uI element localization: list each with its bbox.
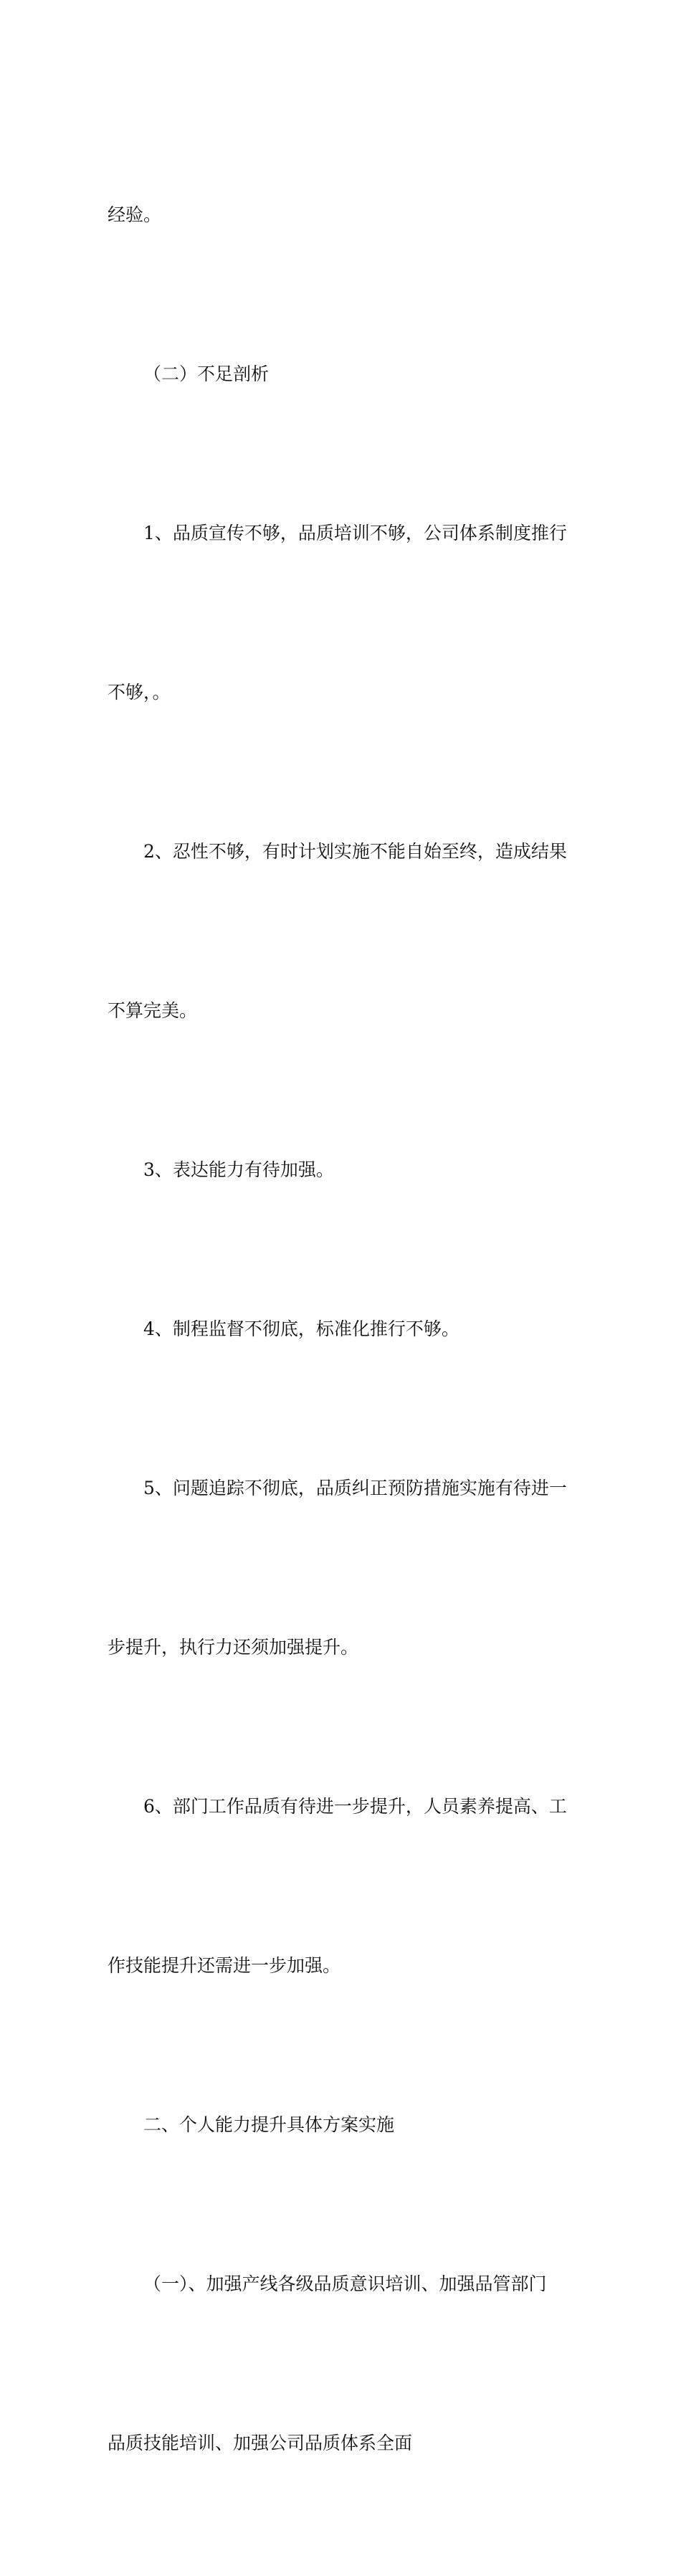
section-heading-deficiency-analysis: （二）不足剖析 bbox=[143, 363, 270, 384]
paragraph-line: （一）、加强产线各级品质意识培训、加强品管部门 bbox=[143, 2273, 547, 2294]
paragraph-line: 品质技能培训、加强公司品质体系全面 bbox=[108, 2433, 413, 2453]
paragraph-line: 2、忍性不够，有时计划实施不能自始至终，造成结果 bbox=[143, 841, 567, 862]
paragraph-line: 4、制程监督不彻底，标准化推行不够。 bbox=[143, 1318, 459, 1339]
paragraph-line: 6、部门工作品质有待进一步提升，人员素养提高、工 bbox=[143, 1796, 567, 1817]
paragraph-line: 步提升，执行力还须加强提升。 bbox=[108, 1637, 359, 1658]
document-body bbox=[108, 82, 581, 2576]
paragraph-line: 作技能提升还需进一步加强。 bbox=[108, 1955, 341, 1976]
paragraph-line: 1、品质宣传不够，品质培训不够，公司体系制度推行 bbox=[143, 523, 567, 543]
paragraph-line: 经验。 bbox=[108, 204, 162, 225]
paragraph-line: 不算完美。 bbox=[108, 1000, 198, 1021]
paragraph-line: 不够，。 bbox=[108, 682, 171, 703]
paragraph-line: 3、表达能力有待加强。 bbox=[143, 1159, 334, 1180]
paragraph-line: 5、问题追踪不彻底，品质纠正预防措施实施有待进一 bbox=[143, 1478, 567, 1498]
section-heading-improvement-plan: 二、个人能力提升具体方案实施 bbox=[143, 2114, 395, 2135]
